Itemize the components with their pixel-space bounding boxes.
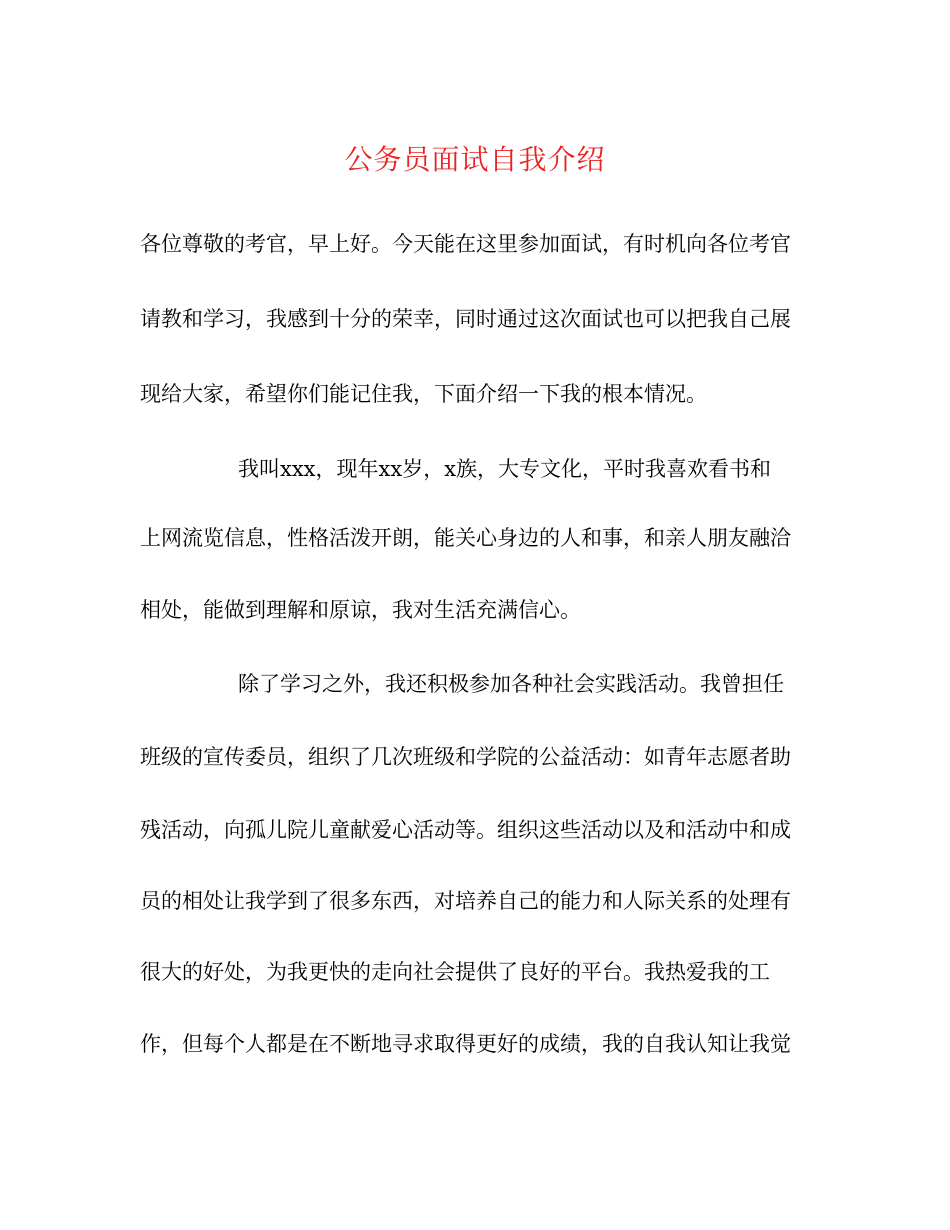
paragraph-line: 很大的好处，为我更快的走向社会提供了良好的平台。我热爱我的工 xyxy=(140,960,770,984)
paragraph-line: 班级的宣传委员，组织了几次班级和学院的公益活动：如青年志愿者助 xyxy=(140,745,791,769)
paragraph-line: 上网流览信息，性格活泼开朗，能关心身边的人和事，和亲人朋友融洽 xyxy=(140,526,791,550)
paragraph-line: 残活动，向孤儿院儿童献爱心活动等。组织这些活动以及和活动中和成 xyxy=(140,818,791,842)
paragraph-line: 我叫xxx，现年xx岁，x族，大专文化，平时我喜欢看书和 xyxy=(238,457,772,481)
paragraph-line: 作，但每个人都是在不断地寻求取得更好的成绩，我的自我认知让我觉 xyxy=(140,1032,791,1056)
paragraph-line: 各位尊敬的考官，早上好。今天能在这里参加面试，有时机向各位考官 xyxy=(140,232,791,256)
paragraph-line: 员的相处让我学到了很多东西，对培养自己的能力和人际关系的处理有 xyxy=(140,889,791,913)
document-title: 公务员面试自我介绍 xyxy=(344,143,606,176)
paragraph-line: 现给大家，希望你们能记住我，下面介绍一下我的根本情况。 xyxy=(140,382,707,406)
paragraph-line: 除了学习之外，我还积极参加各种社会实践活动。我曾担任 xyxy=(238,672,784,696)
paragraph-line: 请教和学习，我感到十分的荣幸，同时通过这次面试也可以把我自己展 xyxy=(140,307,791,331)
paragraph-line: 相处，能做到理解和原谅，我对生活充满信心。 xyxy=(140,598,581,622)
